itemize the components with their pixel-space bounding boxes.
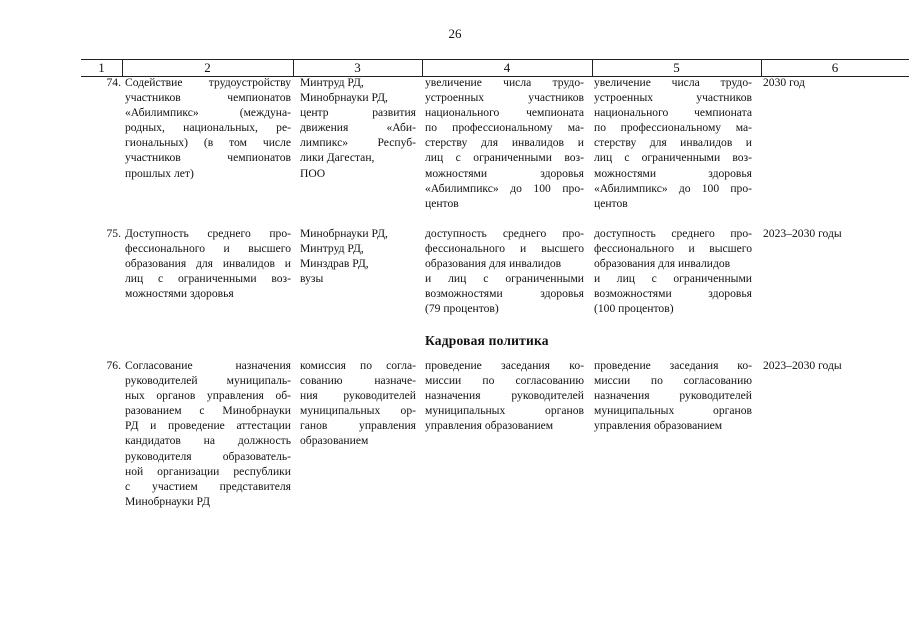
row-74-indicator-current: увеличение числа трудо- устроенных участников национального чемпионата по профессиональному ма- стерству для инвалидов и лиц с ограниченными воз- можностями здоровья «Абилимпикс» до 100 про- центов (425, 76, 584, 210)
row-75-measure: Доступность среднего про- фессионального и высшего образования для инвалидов и лиц с ограниченными воз- можностями здоровья (125, 227, 291, 301)
row-76-indicator-target: проведение заседания ко- миссии по согласованию назначения руководителей муниципальных органов управления образованием (594, 359, 752, 433)
row-76-indicator-current: проведение заседания ко- миссии по согласованию назначения руководителей муниципальных органов управления образованием (425, 359, 584, 433)
row-74-responsible: Минтруд РД, Минобрнауки РД, центр развития движения «Аби- лимпикс» Респуб- лики Дагестан, ПОО (300, 76, 416, 180)
header-col-6: 6 (831, 60, 839, 75)
header-col-5: 5 (673, 60, 680, 75)
header-col-1: 1 (98, 60, 105, 75)
row-76-measure: Согласование назначения руководителей муниципаль- ных органов управления об- разованием с Минобрнауки РД и проведение аттестации кандидатов на должность руководителя образователь- ной организации республики с участием представителя Минобрнауки РД (125, 359, 291, 508)
header-col-4: 4 (503, 60, 511, 75)
row-76-responsible: комиссия по согла- сованию назначе- ния руководителей муниципальных ор- ганов управления образованием (300, 359, 416, 448)
page-number: 26 (448, 26, 462, 41)
row-75-indicator-target: доступность среднего про- фессионального и высшего образования для инвалидов и лиц с ограниченными возможностями здоровья (100 процентов) (594, 227, 752, 316)
row-number: 75. (106, 227, 121, 240)
row-number: 74. (106, 76, 121, 89)
header-col-2: 2 (204, 60, 211, 75)
row-75-responsible: Минобрнауки РД, Минтруд РД, Минздрав РД, вузы (300, 227, 388, 286)
row-number: 76. (106, 359, 121, 372)
row-74-measure: Содействие трудоустройству участников чемпионатов «Абилимпикс» (междуна- родных, национальных, ре- гиональных) (в том числе участников чемпионатов прошлых лет) (125, 76, 291, 180)
section-title: Кадровая политика (425, 333, 549, 348)
row-76-deadline: 2023–2030 годы (763, 359, 842, 372)
row-74-deadline: 2030 год (763, 76, 805, 89)
header-col-3: 3 (354, 60, 361, 75)
row-75-deadline: 2023–2030 годы (763, 227, 842, 240)
row-75-indicator-current: доступность среднего про- фессионального и высшего образования для инвалидов и лиц с ограниченными возможностями здоровья (79 процентов) (425, 227, 584, 316)
row-74-indicator-target: увеличение числа трудо- устроенных участников национального чемпионата по профессиональному ма- стерству для инвалидов и лиц с ограниченными воз- можностями здоровья «Абилимпикс» до 100 про- центов (594, 76, 752, 210)
